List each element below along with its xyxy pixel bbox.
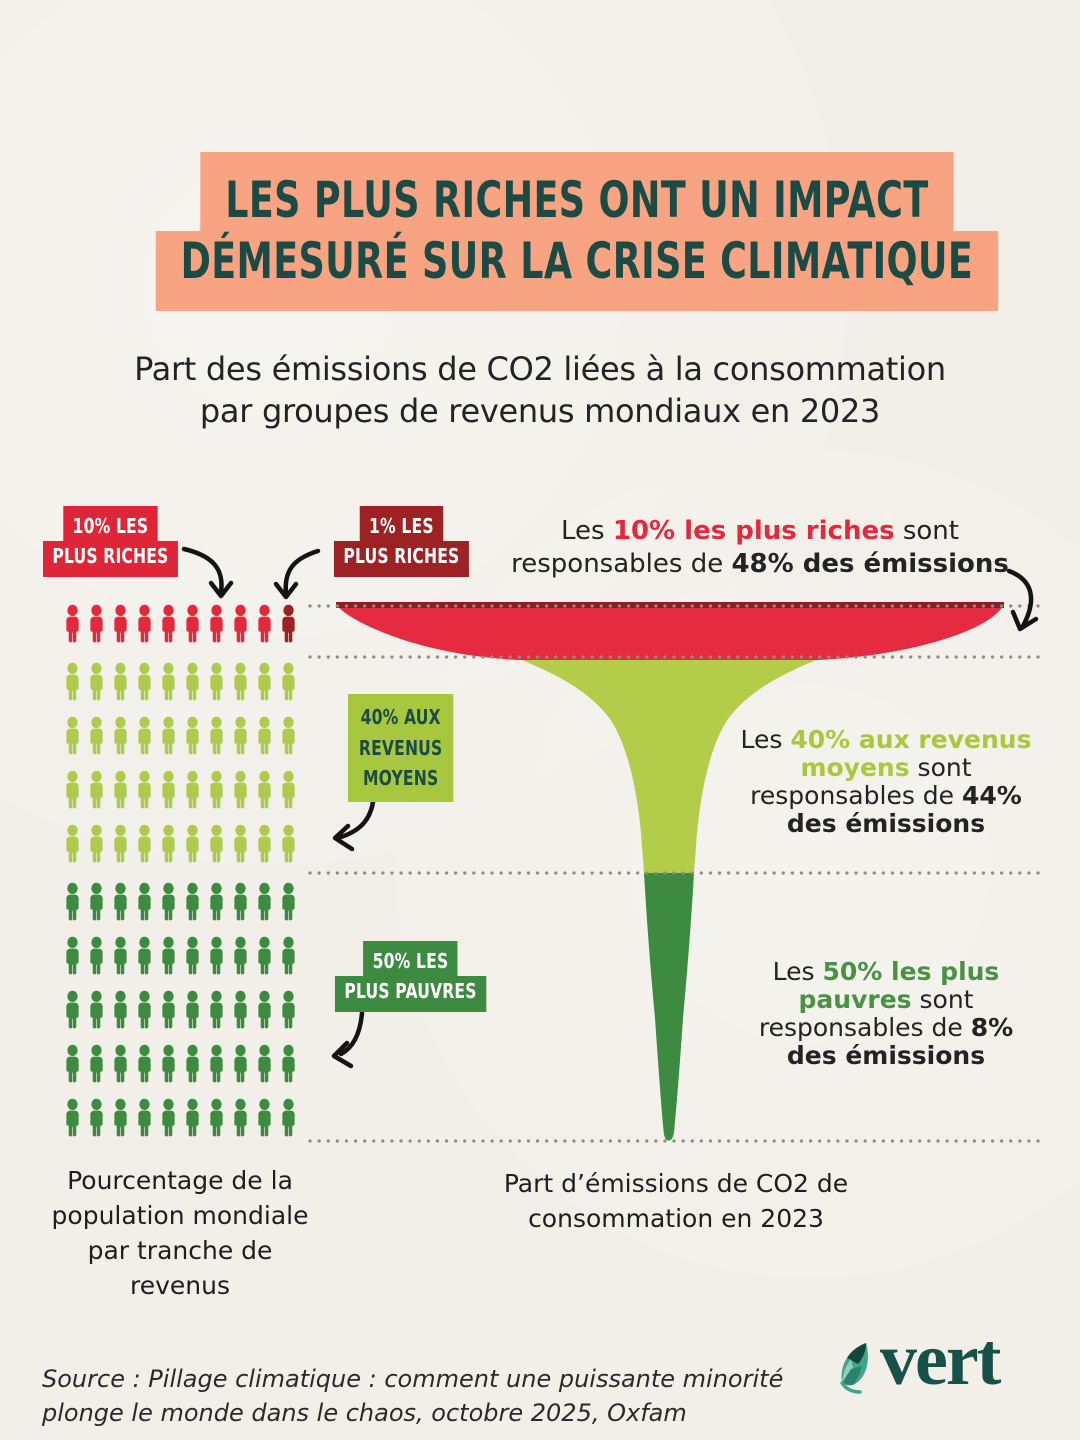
person-icon (230, 820, 251, 868)
person-icon (110, 820, 131, 868)
annotation-middle-value: 44% (962, 781, 1022, 810)
person-icon (182, 766, 203, 814)
pictogram-row (62, 932, 299, 980)
person-icon (86, 658, 107, 706)
person-icon (86, 766, 107, 814)
annotation-rich (495, 515, 1025, 581)
annotation-rich-value: 48% des émissions (731, 549, 1009, 579)
person-icon (110, 712, 131, 760)
person-icon (110, 766, 131, 814)
funnel-segment-poor (644, 873, 694, 1141)
person-icon (278, 986, 299, 1034)
person-icon (134, 1040, 155, 1088)
person-icon (206, 878, 227, 926)
person-icon (134, 932, 155, 980)
person-icon (158, 878, 179, 926)
person-icon (278, 820, 299, 868)
person-icon (86, 1094, 107, 1142)
person-icon (86, 820, 107, 868)
person-icon (206, 820, 227, 868)
caption-emissions-line1: Part d’émissions de CO2 de (503, 1169, 849, 1198)
arrow-middle40 (335, 795, 374, 849)
funnel-segment-rich (336, 604, 1004, 660)
caption-emissions-line2: consommation en 2023 (528, 1204, 824, 1233)
arrow-poor50 (334, 1013, 362, 1066)
pictogram-row (62, 1040, 299, 1088)
person-icon (110, 600, 131, 648)
arrow-rich10 (184, 549, 231, 596)
person-icon (254, 1040, 275, 1088)
vert-logo (838, 1319, 1000, 1401)
person-icon (230, 932, 251, 980)
person-icon (206, 932, 227, 980)
person-icon (110, 1040, 131, 1088)
person-icon (134, 766, 155, 814)
person-icon (86, 932, 107, 980)
person-icon (158, 1094, 179, 1142)
pictogram-row (62, 1094, 299, 1142)
person-icon (182, 1040, 203, 1088)
person-icon (182, 712, 203, 760)
person-icon (62, 878, 83, 926)
person-icon (254, 878, 275, 926)
person-icon (110, 658, 131, 706)
annotation-middle-highlight2: moyens (800, 753, 910, 782)
badge-rich10 (43, 506, 178, 577)
person-icon (86, 600, 107, 648)
person-icon (254, 766, 275, 814)
person-icon (254, 986, 275, 1034)
caption-population-line2: population mondiale (51, 1201, 309, 1230)
badge-rich10-line1: 10% LES (63, 506, 157, 542)
person-icon (278, 712, 299, 760)
badge-rich10-line2: PLUS RICHES (43, 541, 178, 577)
caption-emissions (500, 1166, 852, 1236)
badge-middle40-line1: 40% AUX (360, 705, 441, 729)
pictogram-grid (62, 600, 299, 1142)
person-icon (158, 986, 179, 1034)
person-icon (206, 1040, 227, 1088)
pictogram-row (62, 766, 299, 814)
person-icon (158, 820, 179, 868)
person-icon (62, 1094, 83, 1142)
annotation-rich-text3: responsables de (511, 549, 732, 579)
annotation-middle-highlight: 40% aux revenus (790, 725, 1032, 754)
pictogram-row (62, 712, 299, 760)
person-icon (62, 712, 83, 760)
person-icon (86, 986, 107, 1034)
person-icon (158, 600, 179, 648)
person-icon (62, 600, 83, 648)
person-icon (134, 712, 155, 760)
person-icon (254, 820, 275, 868)
person-icon (182, 600, 203, 648)
person-icon (254, 600, 275, 648)
badge-poor50-line1: 50% LES (363, 941, 457, 977)
caption-population-line3: par tranche de revenus (87, 1236, 273, 1300)
annotation-middle-text: Les (740, 725, 791, 754)
person-icon (62, 766, 83, 814)
title-line-2: DÉMESURÉ SUR LA CRISE CLIMATIQUE (156, 231, 998, 311)
badge-middle40-line2: REVENUS (358, 736, 443, 760)
person-icon (254, 712, 275, 760)
logo-wordmark: vert (880, 1319, 1000, 1401)
annotation-poor-text2: sont (911, 985, 974, 1014)
person-icon (110, 932, 131, 980)
person-icon (206, 986, 227, 1034)
person-icon (158, 658, 179, 706)
person-icon (278, 932, 299, 980)
caption-population-line1: Pourcentage de la (67, 1166, 293, 1195)
person-icon (278, 766, 299, 814)
person-icon (230, 1040, 251, 1088)
person-icon (158, 712, 179, 760)
pictogram-row (62, 878, 299, 926)
annotation-rich-highlight: 10% les plus riches (612, 516, 895, 546)
person-icon (158, 1040, 179, 1088)
person-icon (62, 658, 83, 706)
leaf-icon (838, 1342, 874, 1396)
person-icon (134, 820, 155, 868)
pictogram-row (62, 658, 299, 706)
person-icon (230, 986, 251, 1034)
caption-population (35, 1163, 325, 1303)
person-icon (230, 1094, 251, 1142)
person-icon (206, 712, 227, 760)
person-icon (206, 600, 227, 648)
badge-middle40 (348, 694, 453, 802)
person-icon (230, 878, 251, 926)
pictogram-row (62, 986, 299, 1034)
person-icon (134, 878, 155, 926)
person-icon (110, 986, 131, 1034)
person-icon (62, 820, 83, 868)
person-icon (62, 1040, 83, 1088)
person-icon (278, 1040, 299, 1088)
person-icon (182, 658, 203, 706)
person-icon (86, 878, 107, 926)
annotation-middle (738, 726, 1034, 838)
person-icon (278, 878, 299, 926)
person-icon (278, 600, 299, 648)
badge-rich1-line2: PLUS RICHES (334, 541, 469, 577)
person-icon (254, 932, 275, 980)
annotation-poor-highlight: 50% les plus (822, 957, 1000, 986)
person-icon (206, 1094, 227, 1142)
annotation-poor-highlight2: pauvres (798, 985, 912, 1014)
source-line1: Source : Pillage climatique : comment une puissante minorité (42, 1365, 784, 1393)
person-icon (158, 932, 179, 980)
person-icon (134, 986, 155, 1034)
person-icon (134, 658, 155, 706)
person-icon (182, 1094, 203, 1142)
pictogram-row (62, 820, 299, 868)
person-icon (230, 658, 251, 706)
person-icon (230, 712, 251, 760)
annotation-middle-text3: responsables de (750, 781, 962, 810)
person-icon (206, 766, 227, 814)
annotation-poor-text: Les (772, 957, 823, 986)
person-icon (254, 658, 275, 706)
source-line2: plonge le monde dans le chaos, octobre 2025, Oxfam (42, 1399, 687, 1427)
badge-middle40-line3: MOYENS (362, 766, 439, 790)
person-icon (134, 600, 155, 648)
person-icon (230, 766, 251, 814)
person-icon (206, 658, 227, 706)
person-icon (182, 878, 203, 926)
subtitle-line-1: Part des émissions de CO2 liées à la consommation (134, 350, 946, 388)
person-icon (182, 932, 203, 980)
person-icon (182, 820, 203, 868)
annotation-middle-text2: sont (909, 753, 972, 782)
annotation-rich-text: Les (561, 516, 613, 546)
annotation-middle-value2: des émissions (786, 809, 986, 838)
annotation-poor-value: 8% (970, 1013, 1014, 1042)
person-icon (110, 878, 131, 926)
arrow-rich1 (276, 551, 318, 597)
person-icon (110, 1094, 131, 1142)
person-icon (86, 712, 107, 760)
badge-poor50 (335, 941, 486, 1012)
annotation-poor-value2: des émissions (786, 1041, 986, 1070)
person-icon (62, 932, 83, 980)
person-icon (134, 1094, 155, 1142)
title-line-1: LES PLUS RICHES ONT UN IMPACT (200, 152, 953, 232)
badge-poor50-line2: PLUS PAUVRES (335, 976, 486, 1012)
annotation-poor (738, 958, 1034, 1070)
source-note (42, 1362, 802, 1430)
annotation-rich-text2: sont (894, 516, 959, 546)
person-icon (254, 1094, 275, 1142)
person-icon (278, 1094, 299, 1142)
person-icon (182, 986, 203, 1034)
pictogram-row (62, 600, 299, 648)
person-icon (158, 766, 179, 814)
person-icon (278, 658, 299, 706)
subtitle-line-2: par groupes de revenus mondiaux en 2023 (199, 392, 881, 430)
person-icon (230, 600, 251, 648)
person-icon (86, 1040, 107, 1088)
annotation-poor-text3: responsables de (758, 1013, 971, 1042)
badge-rich1 (334, 506, 469, 577)
person-icon (62, 986, 83, 1034)
badge-rich1-line1: 1% LES (360, 506, 443, 542)
